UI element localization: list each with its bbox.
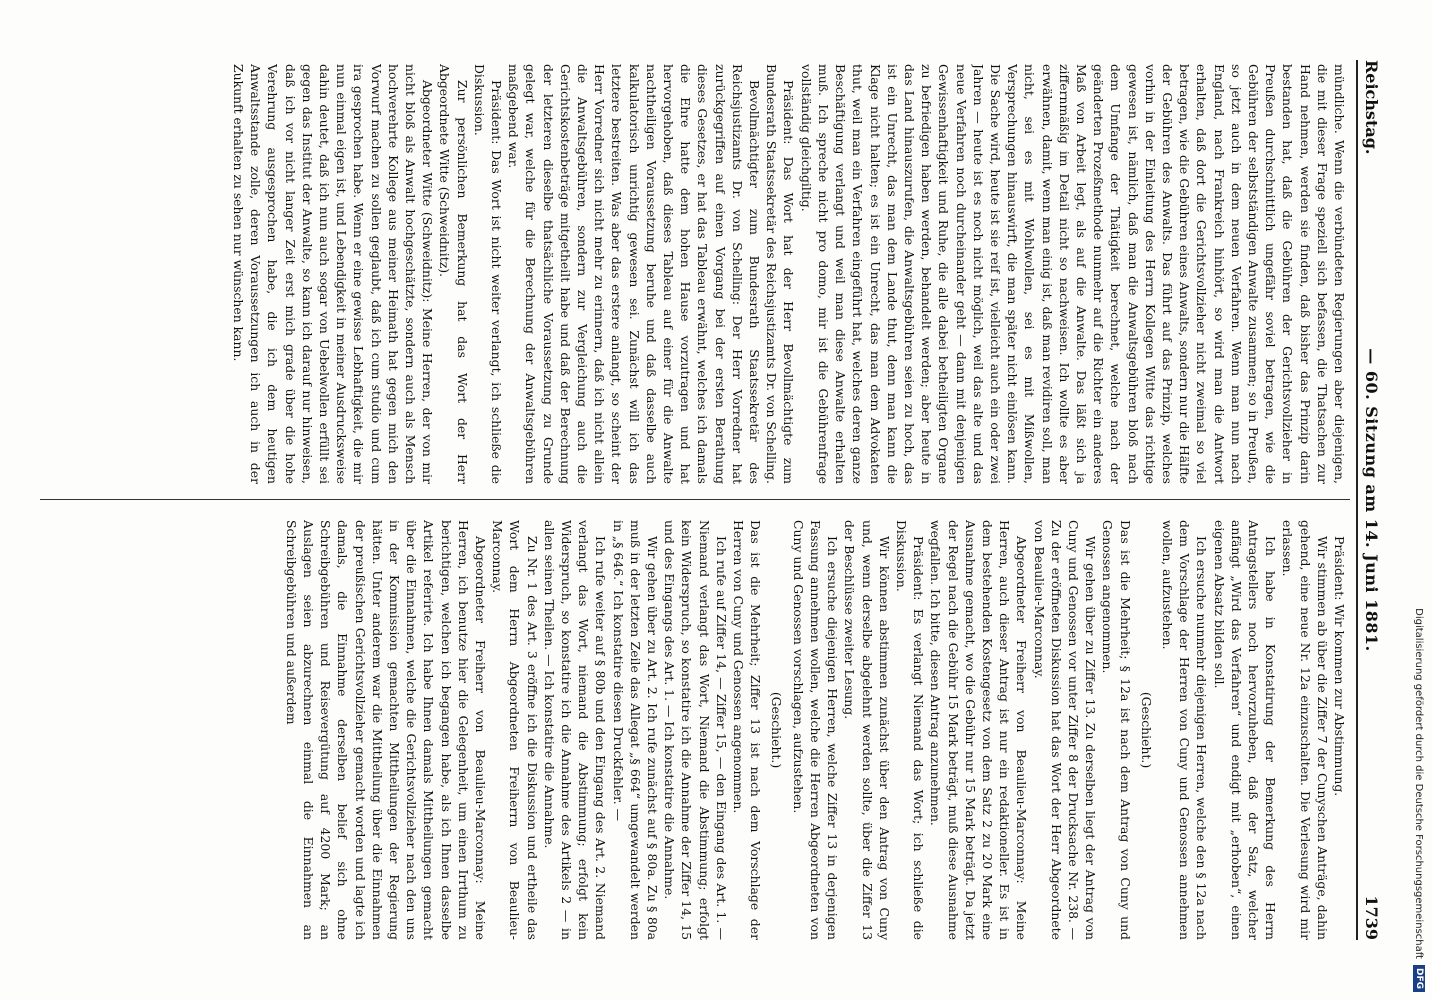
paragraph: Präsident: Das Wort hat der Herr Bevollmächtigte zum Bundesrath Staatssekretär des Reichsjustizamts Dr. von Schelling. — [764, 64, 797, 484]
paragraph: Präsident: Wir kommen zur Abstimmung. — [1332, 536, 1347, 797]
left-column — [38, 64, 1348, 484]
digitization-credit — [1406, 0, 1432, 1000]
header-publication: Reichstag. — [1362, 60, 1381, 155]
stage-direction: (Geschieht.) — [769, 691, 785, 769]
paragraph: Ich habe in Konstatirung der Bemerkung des Herrn Antragstellers noch hervorzuheben, daß der Satz, welcher anfängt „Wird das Verfahren“ und endigt mit „erhoben“, einen eigenen Absatz bilden soll. — [1211, 520, 1279, 940]
header-session: — 60. Sitzung am 14. Juni 1881. — [1362, 348, 1381, 652]
paragraph: Wir können abstimmen zunächst über den Antrag von Cuny und, wenn derselbe abgelehnt werden sollte, über die Ziffer 13 der Beschlüsse zweiter Lesung. — [842, 520, 892, 940]
paragraph: Das ist die Mehrheit; § 12a ist nach dem Antrag von Cuny und Genossen angenommen. — [1100, 520, 1133, 940]
page-header — [1356, 60, 1388, 940]
paragraph: Abgeordneter Freiherr von Beaulieu-Marconnay: Meine Herren, ich benutze hier die Gelegenheit, um einen Irrthum zu berichtigen, welchen ich begangen habe, als ich Ihnen dasselbe Artikel referirte. Ich habe Ihnen damals Mittheilungen gemacht über die Einnahmen, welche die Gerichtsvollzieher nach den uns in der Kommission gemachten Mittheilungen der Regierung hätten. Unter anderem war die Mittheilung über die Einnahmen der preußischen Gerichtsvollzieher gemacht worden und lagte ich damals, die Einnahme derselben belief sich ohne Schreibgebühren und Reisevergütung auf 4200 Mark; an Auslagen seien abzurechnen einmal die Einnahmen an Schreibgebühren und außerdem — [283, 520, 489, 940]
paragraph: Wir gehen über zu Ziffer 13. Zu derselben liegt der Antrag von Cuny und Genossen vor unter Ziffer 8 der Drucksache Nr. 238. — Zu der eröffneten Diskussion hat das Wort der Herr Abgeordnete von Beaulieu-Marconnay. — [1031, 520, 1099, 940]
dfg-logo: DFG — [1413, 965, 1425, 992]
paragraph: Wir gehen über zu Art. 2. Ich rufe zunächst auf § 80a. Zu § 80a muß in der letzten Zeile das Allegat „§ 664“ umgewandelt werden in „§ 646.“ Ich konstatire diesen Druckfehler. — — [610, 520, 661, 940]
paragraph: Ich rufe auf Ziffer 14, — Ziffer 15, — den Eingang des Art. 1. — Niemand verlangt das Wort, Niemand die Abstimmung; erfolgt kein Widerspruch, so konstatire ich die Annahme der Ziffer 14, 15 und des Eingangs des Art. 1. — Ich konstatire die Annahme. — [662, 520, 729, 940]
right-column — [38, 520, 1348, 940]
paragraph: Zur persönlichen Bemerkung hat das Wort der Herr Abgeordnete Witte (Schweidnitz). — [437, 64, 470, 484]
paragraph: mündliche. Wenn die verbündeten Regierungen aber diejenigen, die mit dieser Frage speziell sich befassen, die Thatsachen zur Hand nehmen, werden sie finden, daß bisher das Prinzip darin bestanden hat, daß die Gebühren der Gerichtsvollzieher in Preußen durchschnittlich ungefähr soviel betragen, wie die Gebühren der selbstständigen Anwalte zusammen; so in Preußen, so jetzt auch in dem neuen Verfahren. Wenn man nun nach England, nach Frankreich hinhört, so wird man die Antwort erhalten, daß dort die Gerichtsvollzieher nicht zweimal so viel betragen, wie die Gebühren eines Anwalts, sondern nur die Hälfte der Gebühren des Anwalts. Das führt auf das Prinzip, welches vorhin in der Einleitung des Herrn Kollegen Witte das richtige gewesen ist, nämlich, daß man die Anwaltsgebühren bloß nach dem Umfange der Thätigkeit berechnet, welche nach der geänderten Prozeßmethode nunmehr auf die Richter ein anderes Maß von Arbeit legt, als auf die Anwalte. Das läßt sich ja ziffernmäßig im Detail nicht so nachweisen. Ich wollte es aber erwähnen, damit, wenn man einig ist, daß man revidiren soll, man nicht, sei es mit Wohlwollen, sei es mit Mißwollen, Versprechungen hinauswirft, die man später nicht einlösen kann. Die Sache wird, heute ist sie reif ist, vielleicht auch ein oder zwei Jahren — heute ist es noch nicht möglich, weil das alte und das neue Verfahren noch durcheinander geht — dann mit denjenigen Gewissenhaftigkeit und Ruhe, die alle dabei betheiligten Organe zu befriedigen haben werden, behandelt werden; aber heute in das Land hinauszurufen, die Anwaltsgebühren seien zu hoch, das ist ein Unrecht, das man dem Lande thut, denn man kann die Klage nicht halten; es ist ein Unrecht, das man dem Advokaten thut, weil man ein Verfahren eingeführt hat, welches deren ganze Beschäftigung verlangt und weil man diese Anwalte erhalten muß. Ich spreche nicht pro domo, mir ist die Gebührenfrage vollständig gleichgiltig. — [798, 64, 1347, 484]
paragraph: Ich rufe weiter auf § 80b und den Eingang des Art. 2. Niemand verlangt das Wort, niemand die Abstimmung; erfolgt kein Widerspruch, so konstatire ich die Annahme des Artikels 2 — in allen seinen Theilen. — Ich konstatire die Annahme. — [541, 520, 609, 940]
paragraph: Bevollmächtigter zum Bundesrath Staatssekretär des Reichsjustizamts Dr. von Schelling: Der Herr Vorredner hat zurückgegriffen auf einen Vorgang bei der ersten Berathung dieses Gesetzes, er hat das Tableau erwähnt, welches ich damals die Ehre hatte dem hohen Hause vorzutragen und hat hervorgehoben, daß dieses Tableau auf einer für die Anwalte nachtheiligen Voraussetzung beruhe und daß dasselbe auch kalkulatorisch unrichtig gewesen sei. Zunächst will ich das letztere bestreiten. Was aber das erstere anlangt, so scheint der Herr Vorredner sich nicht mehr zu erinnern, daß ich nicht allein die Anwaltsgebühren, sondern zur Vergleichung auch die Gerichtskostenbeträge mitgetheilt habe und daß der Berechnung der letzteren dieselbe thatsächliche Voraussetzung zu Grunde gelegt war, welche für die Berechnung der Anwaltsgebühren maßgebend war. — [506, 64, 763, 484]
header-page-number: 1739 — [1362, 895, 1381, 940]
paragraph: Das ist die Mehrheit; Ziffer 13 ist nach dem Vorschlage der Herren von Cuny und Genossen angenommen. — [731, 520, 764, 940]
paragraph: Wir stimmen ab über die Ziffer 7 der Cunyschen Anträge, dahin gehend, eine neue Nr. 12a einzuschalten. Die Verlesung wird mir erlassen. — [1280, 520, 1330, 940]
paragraph: Präsident: Das Wort ist nicht weiter verlangt, ich schließe die Diskussion. — [471, 64, 505, 484]
paragraph: Präsident: Es verlangt Niemand das Wort; ich schließe die Diskussion. — [893, 520, 927, 940]
paragraph: Abgeordneter Witte (Schweidnitz): Meine Herren, der von mir nicht bloß als Anwalt hochgeschätzte, sondern auch als Mensch hochverehrte Kollege aus meiner Heimath hat gegen mich den Vorwurf machen zu sollen geglaubt, daß ich cum studio und cum ira gesprochen habe. Wenn er eine gewisse Lebhaftigkeit, die mir nun einmal eigen ist, und Lebendigkeit in meiner Ausdrucksweise dahin deutet, daß ich nun auch sogar von Uebelwollen erfüllt sei gegen das Institut der Anwalte, so kann ich darauf nur hinweisen, daß ich vor nicht langer Zeit erst mich grade über die hohe Verehrung ausgesprochen habe, die ich dem heutigen Anwaltsstande zolle, deren Voraussetzungen ich auch in der Zukunft erhalten zu sehen nur wünschen kann. — [231, 64, 436, 484]
credit-text: Digitalisierung gefördert durch die Deutsche Forschungsgemeinschaft — [1413, 608, 1425, 959]
stage-direction: (Geschieht.) — [1138, 691, 1154, 769]
paragraph: Zu Nr. 1 des Art. 3 eröffne ich die Diskussion und ertheile das Wort dem Herrn Abgeordneten Freiherrn von Beaulieu-Marconnay. — [490, 520, 540, 940]
column-divider — [40, 499, 1350, 500]
paragraph: Ich ersuche diejenigen Herren, welche Ziffer 13 in derjenigen Fassung annehmen wollen, welche die Herren Abgeordneten von Cuny und Genossen vorschlagen, aufzustehen. — [790, 520, 841, 940]
paragraph: Abgeordneter Freiherr von Beaulieu-Marconnay: Meine Herren, auch dieser Antrag ist nur ein redaktioneller. Es ist in dem bestehenden Kostengesetz von dem Satz 2 zu 20 Mark eine Ausnahme gemacht, wo die Gebühr nur 15 Mark beträgt. Da jetzt der Regel nach die Gebühr 15 Mark beträgt, muß diese Ausnahme wegfallen. Ich bitte, diesen Antrag anzunehmen. — [928, 520, 1030, 940]
paragraph: Ich ersuche nunmehr diejenigen Herren, welche den § 12a nach dem Vorschlage der Herren von Cuny und Genossen annehmen wollen, aufzustehen. — [1159, 520, 1210, 940]
